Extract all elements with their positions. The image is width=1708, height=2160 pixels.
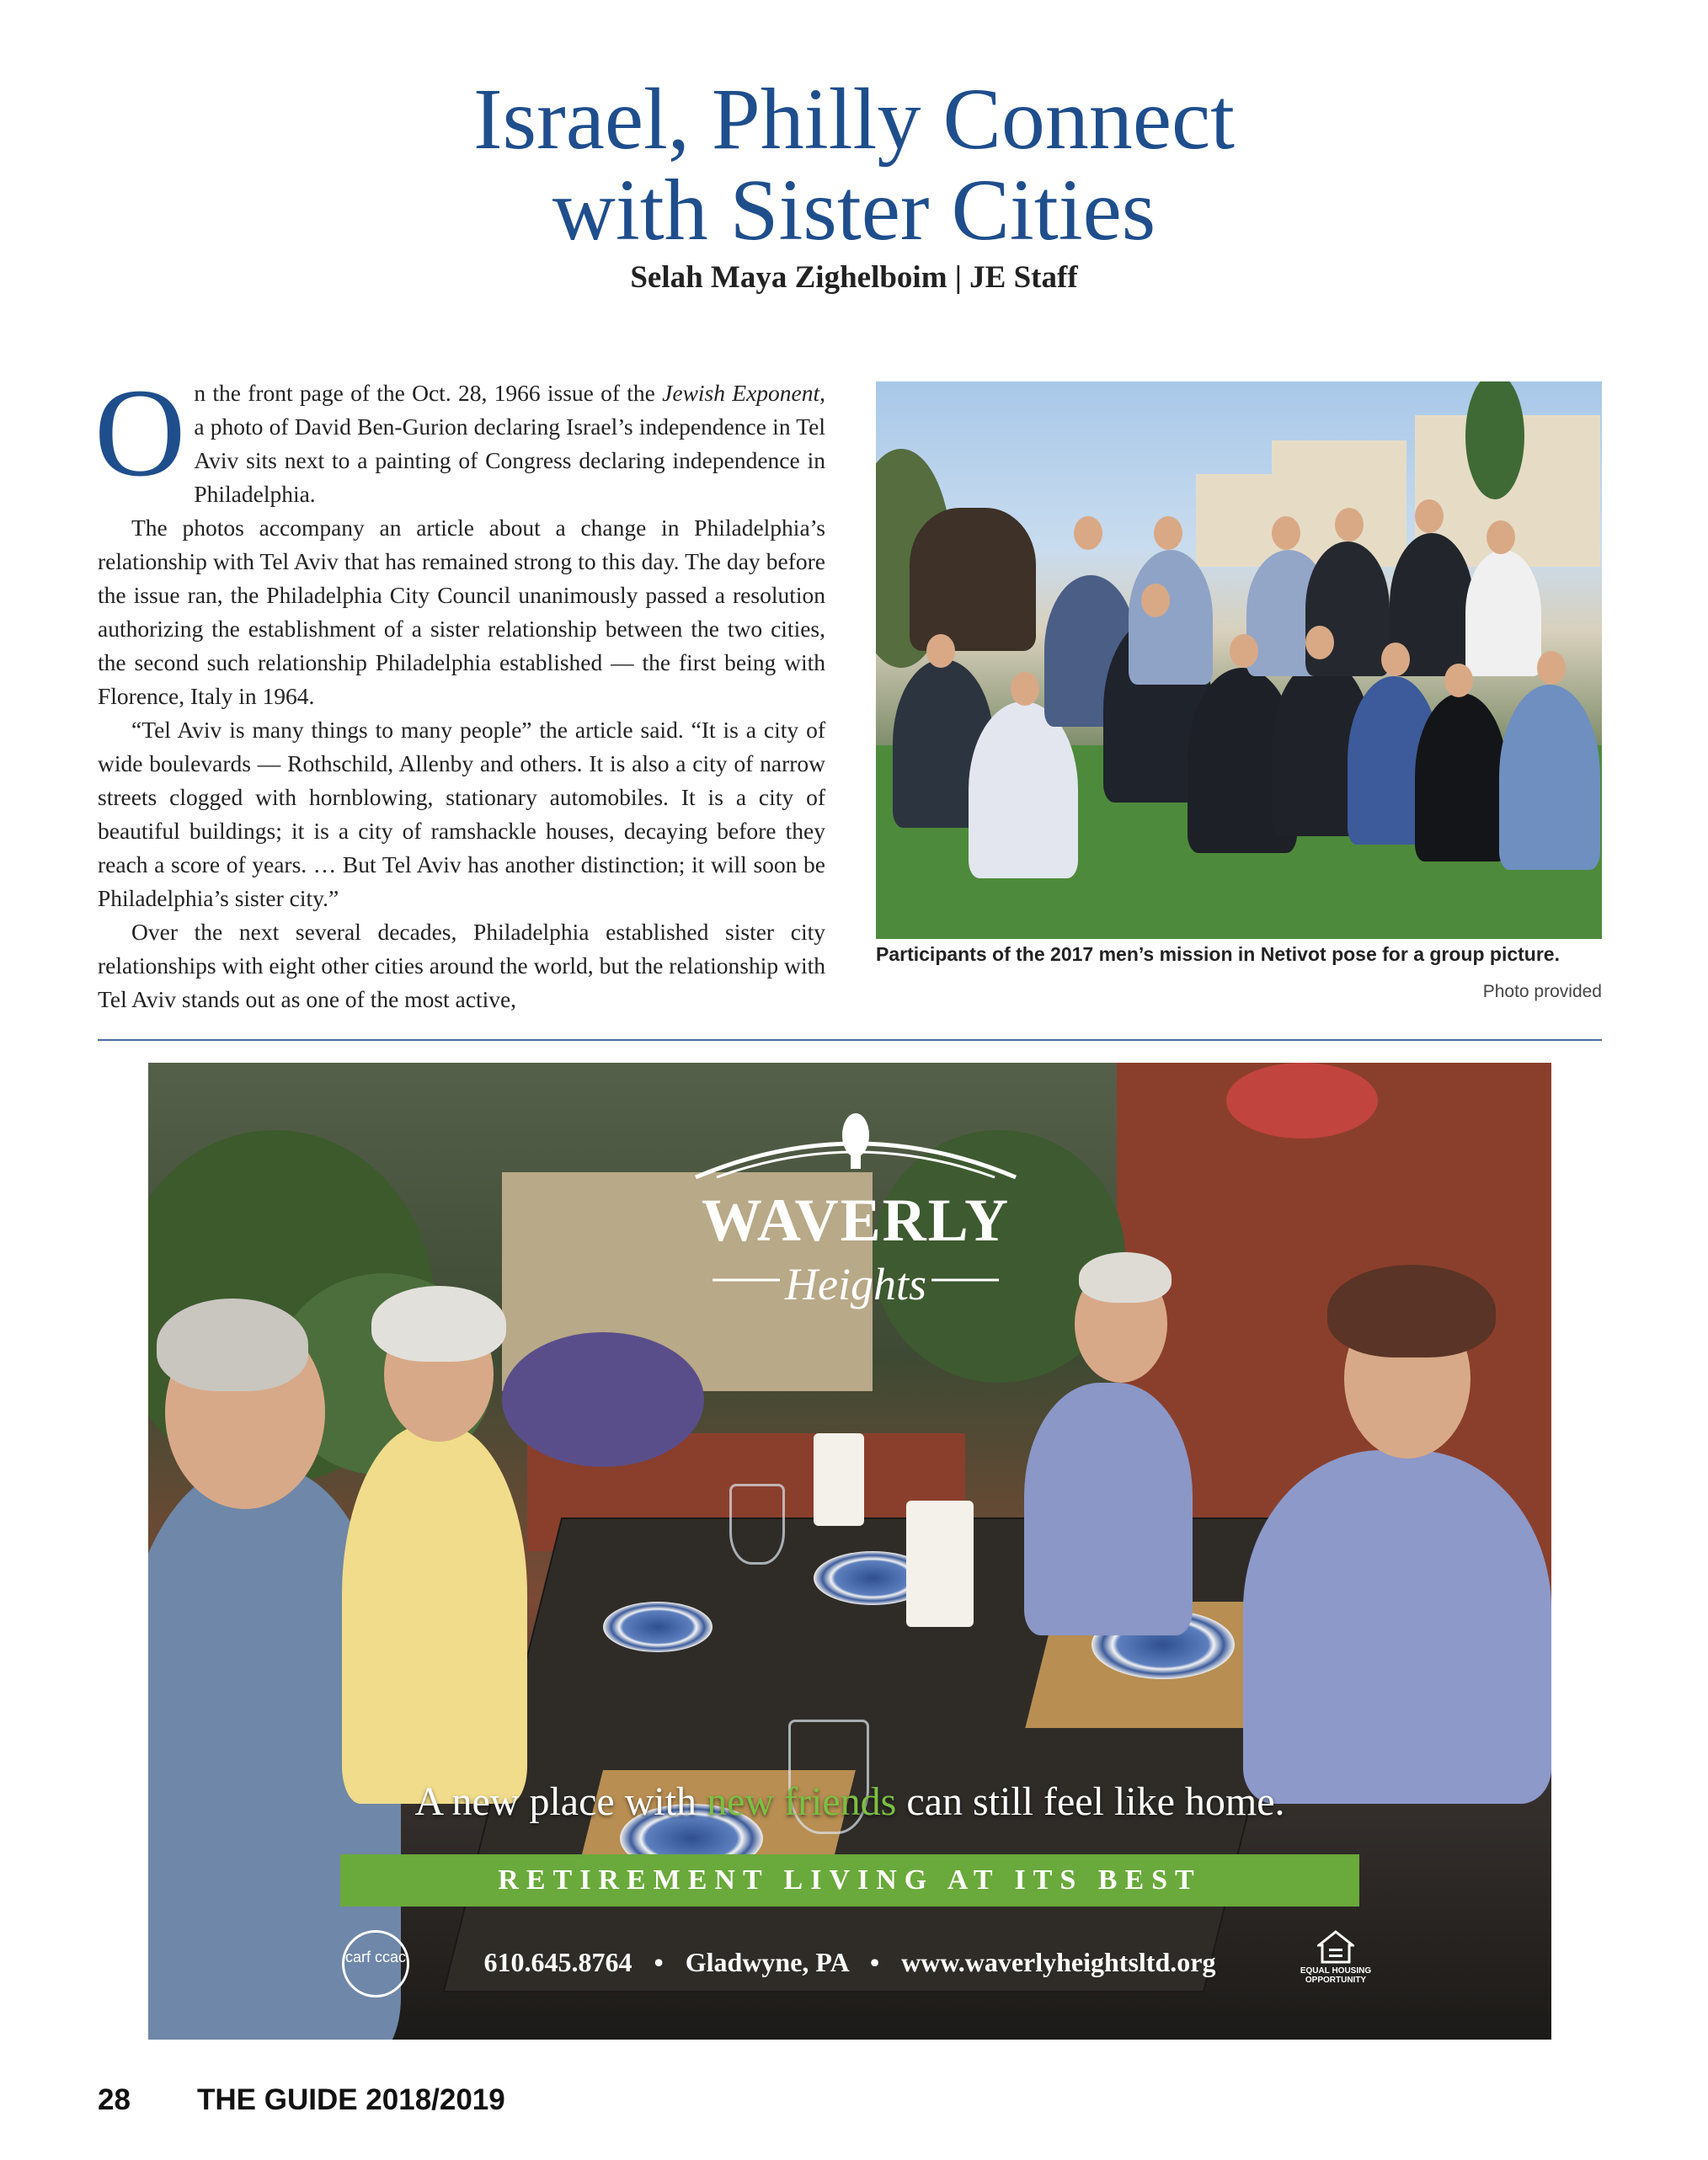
- paragraph-3: “Tel Aviv is many things to many people” the article said. “It is a city of wide boulevards — Rothschild, Allenby and others. It is also a city of narrow streets clogged with hornblowing, stationary automobiles. It is a city of beautiful buildings; it is a city of ramshackle houses, decaying before they reach a score of years. … But Tel Aviv has another distinction; it will soon be Philadelphia’s sister city.”: [98, 717, 825, 911]
- logo-wordmark: WAVERLY: [701, 1187, 1011, 1254]
- group-photo: [876, 381, 1602, 939]
- equal-housing-label: EQUAL HOUSING OPPORTUNITY: [1300, 1966, 1372, 1985]
- ad-phone: 610.645.8764: [483, 1947, 632, 1977]
- paragraph-1: [94, 363, 825, 511]
- photo-face: [1444, 664, 1473, 697]
- title-line-2: with Sister Cities: [552, 162, 1156, 259]
- carf-accreditation-icon: carf ccac: [342, 1930, 409, 1997]
- section-divider: [98, 1039, 1602, 1041]
- photo-person: [1499, 685, 1600, 870]
- drop-cap: O: [94, 363, 186, 503]
- ad-candle: [906, 1501, 974, 1627]
- paragraph-4: Over the next several decades, Philadelphia established sister city relationships with eight other cities around the world, but the relationship with Tel Aviv stands out as one of the most active,: [98, 919, 825, 1012]
- photo-face: [926, 634, 955, 668]
- ad-location: Gladwyne, PA: [685, 1947, 848, 1977]
- photo-face: [1272, 516, 1300, 550]
- separator: •: [654, 1947, 664, 1977]
- publication-footer: THE GUIDE 2018/2019: [197, 2083, 505, 2116]
- article-body: [94, 363, 825, 1016]
- waverly-heights-advertisement: [148, 1063, 1551, 2040]
- ad-candle: [814, 1433, 864, 1526]
- ad-banner: RETIREMENT LIVING AT ITS BEST: [340, 1854, 1359, 1907]
- separator: •: [869, 1947, 880, 1977]
- photo-face: [1154, 516, 1182, 550]
- ad-diner-hair: [1079, 1252, 1172, 1303]
- article-title: [0, 71, 1708, 259]
- photo-credit: Photo provided: [1482, 982, 1602, 1001]
- tagline-text-a: A new place with: [414, 1779, 707, 1824]
- photo-face: [1305, 626, 1334, 659]
- tagline-highlight: new friends: [707, 1779, 897, 1824]
- liberty-bell-replica: [910, 508, 1036, 651]
- equal-housing-icon: [1294, 1930, 1378, 1985]
- ad-tagline: [148, 1779, 1551, 1825]
- tagline-text-b: can still feel like home.: [896, 1779, 1285, 1824]
- photo-person: [1129, 550, 1213, 685]
- ad-diner-woman-left: [342, 1425, 527, 1804]
- house-icon: [1317, 1930, 1354, 1964]
- ad-diner-hair: [371, 1286, 506, 1362]
- paragraph-2: The photos accompany an article about a change in Philadelphia’s relationship with Tel Aviv that has remained strong to this day. The day before the issue ran, the Philadelphia City Council unanimously passed a resolution authorizing the establishment of a sister relationship between the two cities, the second such relationship Philadelphia established — the first being with Florence, Italy in 1964.: [98, 515, 825, 709]
- ad-diner-woman-right: [1243, 1450, 1551, 1804]
- ad-wine-glass: [729, 1484, 785, 1565]
- paragraph-1-text-b: , a photo of David Ben-Gurion declaring Israel’s independence in Tel Aviv sits next to a painting of Congress declaring independence in Philadelphia.: [194, 380, 825, 507]
- photo-face: [1074, 516, 1102, 550]
- photo-person: [1415, 693, 1508, 861]
- byline: Selah Maya Zighelboim | JE Staff: [630, 260, 1078, 295]
- photo-face: [1537, 651, 1566, 685]
- photo-face: [1415, 499, 1444, 533]
- photo-face: [1011, 672, 1039, 706]
- photo-building: [1196, 474, 1272, 567]
- ad-diner-hair: [157, 1299, 308, 1391]
- ad-flowers: [502, 1332, 704, 1467]
- waverly-heights-logo: [679, 1093, 1033, 1346]
- photo-person: [1465, 550, 1541, 676]
- title-line-1: Israel, Philly Connect: [472, 71, 1236, 168]
- photo-face: [1335, 508, 1364, 541]
- page-number: 28: [98, 2083, 131, 2116]
- publication-name: Jewish Exponent: [662, 380, 820, 406]
- ad-flowers: [1226, 1063, 1378, 1139]
- photo-face: [1381, 643, 1410, 676]
- photo-face: [1141, 584, 1170, 617]
- ad-website: www.waverlyheightsltd.org: [901, 1947, 1216, 1977]
- ad-plate: [603, 1602, 713, 1652]
- paragraph-1-text-a: n the front page of the Oct. 28, 1966 issue of the: [194, 380, 663, 406]
- photo-face: [1230, 634, 1258, 668]
- photo-face: [1486, 520, 1515, 554]
- photo-caption: Participants of the 2017 men’s mission in Netivot pose for a group picture.: [876, 943, 1560, 965]
- logo-script: Heights: [785, 1259, 926, 1309]
- photo-person: [969, 701, 1078, 878]
- ad-diner-hair: [1327, 1265, 1496, 1357]
- ad-diner-man-right: [1024, 1383, 1193, 1635]
